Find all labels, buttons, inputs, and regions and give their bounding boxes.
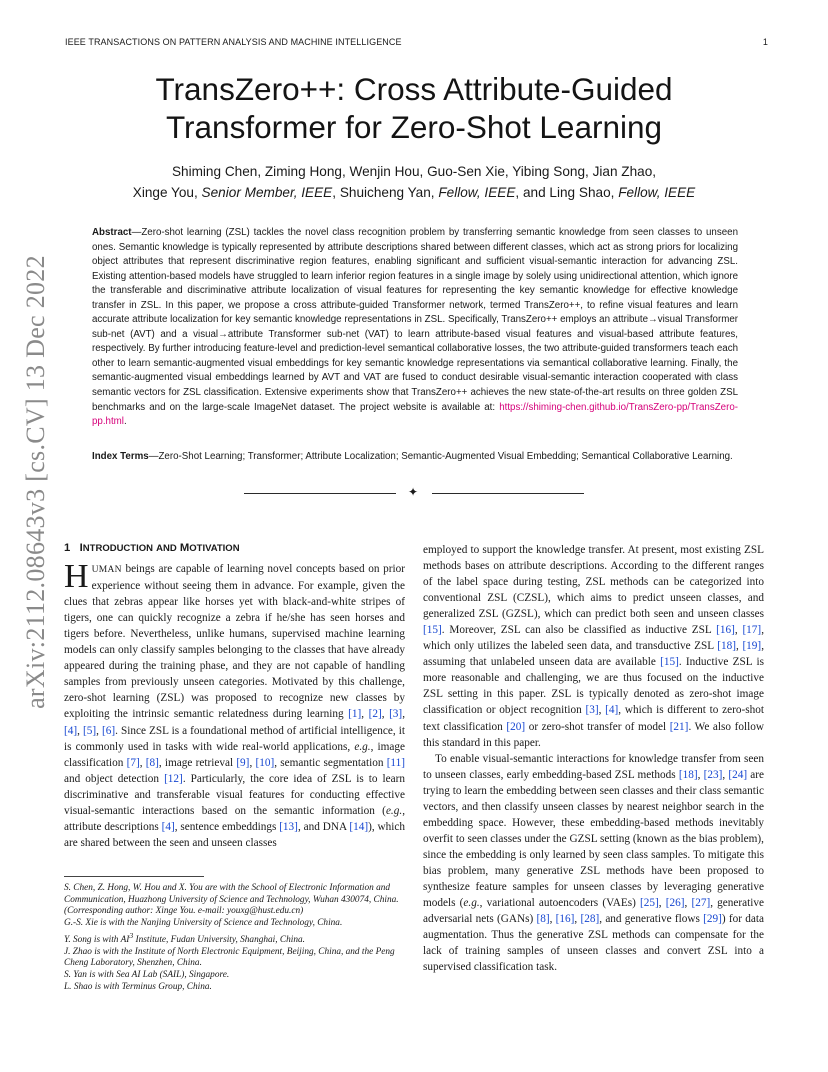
- citation-link[interactable]: [27]: [691, 897, 711, 910]
- abstract: [92, 226, 738, 430]
- citation-link[interactable]: [3]: [389, 708, 403, 721]
- citation-link[interactable]: [19]: [742, 640, 762, 653]
- citation-link[interactable]: [16]: [555, 913, 575, 926]
- citation-link[interactable]: [15]: [423, 624, 442, 637]
- body-text: To enable visual-semantic interactions for knowledge transfer from seen to unseen classes, early embedding-based ZSL methods: [423, 752, 764, 781]
- citation-link[interactable]: [21]: [669, 720, 689, 733]
- citation-link[interactable]: [10]: [255, 756, 275, 769]
- paper-title: [60, 70, 768, 146]
- journal-name: IEEE TRANSACTIONS ON PATTERN ANALYSIS AND MACHINE INTELLIGENCE: [65, 37, 402, 47]
- author-title: Fellow, IEEE: [438, 185, 516, 200]
- body-text: , which is different to zero-shot text classification: [423, 704, 765, 733]
- footnote-item: J. Zhao is with the Institute of North Electronic Equipment, Beijing, China, and the Peng Cheng Laboratory, Shenzhen, China.: [64, 946, 395, 969]
- section-separator: [244, 487, 584, 499]
- citation-link[interactable]: [3]: [585, 704, 599, 717]
- citation-link[interactable]: [17]: [742, 624, 762, 637]
- citation-link[interactable]: [15]: [660, 656, 679, 669]
- index-terms: [92, 450, 738, 465]
- citation-link[interactable]: [8]: [536, 913, 550, 926]
- citation-link[interactable]: [2]: [368, 708, 382, 721]
- citation-link[interactable]: [4]: [64, 724, 78, 737]
- body-text: ) for data augmentation. Thus the generative ZSL methods can compensate for the lack of training samples of unseen classes and convert ZSL into a supervised classification task.: [423, 913, 765, 974]
- section-title-part: AND: [156, 543, 177, 554]
- intro-paragraph: HUMAN beings are capable of learning novel concepts based on prior experience without seeing them in advance. For example, given the clues that zebras appear like horses yet with black-and-white stripes of tigers, one can quickly recognize a zebra if he/she has seen horses and tigers before. Nevertheless, unlike humans, supervised machine learning models can only classify samples belonging to the classes that have already appeared during the training phase, and they are not capable of handling samples from previously unseen categories. Motivated by this challenge, zero-shot learning (ZSL) was proposed to recognize new classes by exploiting the intrinsic semantic relatedness during learning [1], [2], [3], [4], [5], [6]. Since ZSL is a foundational method of artificial intelligence, it is commonly used in tasks with wide real-world applications, e.g., image classification [7], [8], image retrieval [9], [10], semantic segmentation [11] and object detection [12]. Particularly, the core idea of ZSL is to learn discriminative and transferable visual features for conducting effective visual-semantic interactions based on the semantic information (e.g., attribute descriptions [4], sentence embeddings [13], and DNA [14]), which are shared between the seen and unseen classes: [64, 558, 406, 849]
- citation-link[interactable]: [11]: [386, 756, 406, 769]
- citation-link[interactable]: [13]: [279, 820, 298, 833]
- citation-link[interactable]: [1]: [348, 708, 362, 721]
- citation-link[interactable]: [9]: [236, 756, 250, 769]
- citation-link[interactable]: [4]: [161, 820, 175, 833]
- body-text: beings are capable of learning novel concepts based on prior experience without seeing them in advance. For example, given the clues that zebras appear like horses yet with black-and-white stripes of tigers, one can quickly recognize a zebra if he/she has seen horses and tigers before. Nevertheless, unlike humans, supervised machine learning models can only classify samples belonging to the classes that have already appeared during the training phase, and they are not capable of handling samples from previously unseen categories. Motivated by this challenge, zero-shot learning (ZSL) was proposed to recognize new classes by exploiting the intrinsic semantic relatedness during learning: [64, 563, 405, 721]
- body-text: , generative adversarial nets (GANs): [423, 897, 765, 926]
- footnote-item: L. Shao is with Terminus Group, China.: [64, 981, 212, 992]
- citation-link[interactable]: [8]: [145, 756, 159, 769]
- citation-link[interactable]: [18]: [678, 768, 698, 781]
- body-text: , assuming that unlabeled unseen data are available: [423, 640, 764, 669]
- section-title-part: NTRODUCTION: [82, 543, 153, 554]
- drop-cap: H: [64, 558, 89, 596]
- footnote-rule: [64, 876, 204, 877]
- citation-link[interactable]: [25]: [640, 897, 659, 910]
- body-text: ), which are shared between the seen and unseen classes: [64, 820, 405, 849]
- authors-line-1: Shiming Chen, Ziming Hong, Wenjin Hou, Guo-Sen Xie, Yibing Song, Jian Zhao,: [171, 164, 657, 179]
- author-text: , and Ling Shao,: [515, 185, 619, 200]
- citation-link[interactable]: [12]: [164, 772, 183, 785]
- footnotes: [64, 883, 405, 993]
- body-paragraph: employed to support the knowledge transfer. At present, most existing ZSL methods bases on attribute descriptions. According to the different ranges of the label space during testing, ZSL methods can be categorized into conventional ZSL (CZSL), which aims to predict unseen classes, and generalized ZSL (GZSL), which can predict both seen and unseen classes [15]. Moreover, ZSL can also be classified as inductive ZSL [16], [17], which only utilizes the labeled seen data, and transductive ZSL [18], [19], assuming that unlabeled unseen data are available [15]. Inductive ZSL is more reasonable and challenging, we are thus focused on the inductive ZSL setting in this paper. ZSL is typically denoted as zero-shot image classification or object recognition [3], [4], which is different to zero-shot text classification [20] or zero-shot transfer of model [21]. We also follow this standard in this paper.: [423, 544, 765, 749]
- separator-rule-right: [432, 493, 584, 494]
- citation-link[interactable]: [5]: [82, 724, 97, 737]
- body-text: , which only utilizes the labeled seen data, and transductive ZSL: [423, 624, 764, 653]
- authors-line-2: [60, 182, 768, 203]
- body-paragraph: To enable visual-semantic interactions for knowledge transfer from seen to unseen classes, early embedding-based ZSL methods [18], [23], [24] are trying to learn the embedding between seen classes and their class semantic vectors, and then classify unseen classes by nearest neighbor search in the embedding space. However, these embedding-based methods inevitably overfit to seen classes under the GZSL setting (known as the bias problem), since the embedding is only learned by seen class samples. To mitigate this bias problem, many generative ZSL methods have been proposed to synthesize feature samples for unseen classes by leveraging generative models (e.g., variational autoencoders (VAEs) [25], [26], [27], generative adversarial nets (GANs) [8], [16], [28], and generative flows [29]) for data augmentation. Thus the generative ZSL methods can compensate for the lack of training samples of unseen classes and convert ZSL into a supervised classification task.: [423, 752, 765, 974]
- body-text: , image classification: [64, 740, 405, 769]
- body-text: , and generative flows: [599, 913, 704, 926]
- section-number: 1: [64, 542, 71, 554]
- section-title-part: I: [79, 542, 83, 554]
- footnote-item: [64, 930, 405, 947]
- arxiv-identifier: arXiv:2112.08643v3 [cs.CV] 13 Dec 2022: [21, 255, 50, 709]
- body-text: are trying to learn the embedding between seen classes and their class semantic vectors, and then classify unseen classes by nearest neighbor search in the embedding space. However, these embedding-based methods inevitably overfit to seen classes under the GZSL setting (known as the bias problem), since the embedding is only learned by seen class samples. To mitigate this bias problem, many generative ZSL methods have been proposed to synthesize feature samples for unseen classes by leveraging generative models (: [423, 768, 765, 910]
- index-terms-label: Index Terms: [92, 451, 149, 462]
- author-text: Xinge You,: [132, 185, 202, 200]
- author-title: Senior Member, IEEE: [201, 185, 333, 200]
- body-text: , semantic segmentation: [274, 756, 387, 769]
- abstract-text: —Zero-shot learning (ZSL) tackles the novel class recognition problem by transferring semantic knowledge from seen classes to unseen ones. Semantic knowledge is typically represented by attribute descriptions shared between different classes, which act as strong priors for localizing object attributes that represent discriminative region features, enabling significant and sufficient visual-semantic interaction for advancing ZSL. Existing attention-based models have struggled to learn inferior region features in a single image by solely using unidirectional attention, which ignore the transferable and discriminative attribute localization of visual features for representing the key semantic knowledge for effective knowledge transfer in ZSL. In this paper, we propose a cross attribute-guided Transformer network, termed TransZero++, to refine visual features and learn accurate attribute localization for key semantic knowledge representations in ZSL. Specifically, TransZero++ employs an attribute→visual Transformer sub-net (AVT) and a visual→attribute Transformer sub-net (VAT) to learn attribute-based visual features and visual-based attribute features, respectively. By further introducing feature-level and prediction-level semantical collaborative losses, the two attribute-guided transformers teach each other to learn semantic-augmented visual embeddings for key semantic knowledge representations via semantical collaborative learning. Finally, the semantic-augmented visual embeddings learned by AVT and VAT are fused to conduct desirable visual-semantic interaction cooperated with class semantic vectors for ZSL classification. Extensive experiments show that TransZero++ achieves the new state-of-the-art results on three golden ZSL benchmarks and on the large-scale ImageNet dataset. The project website is available at:: [92, 227, 738, 413]
- citation-link[interactable]: [6]: [101, 724, 116, 737]
- abstract-label: Abstract: [92, 227, 132, 238]
- citation-link[interactable]: [26]: [665, 897, 685, 910]
- body-text: , and DNA: [297, 820, 350, 833]
- citation-link[interactable]: [28]: [580, 913, 600, 926]
- citation-link[interactable]: [7]: [126, 756, 140, 769]
- citation-link[interactable]: [18]: [717, 640, 737, 653]
- author-title: Fellow, IEEE: [618, 185, 696, 200]
- body-text: , sentence embeddings: [174, 820, 280, 833]
- citation-link[interactable]: [23]: [703, 768, 723, 781]
- body-text: . Inductive ZSL is more reasonable and challenging, we are thus focused on the inductive ZSL setting in this paper. ZSL is typically denoted as zero-shot image classification or object recognition: [423, 656, 764, 717]
- citation-link[interactable]: [20]: [506, 720, 526, 733]
- project-website-link[interactable]: https://shiming-chen.github.io/TransZero-pp/TransZero-pp.html: [92, 401, 738, 428]
- body-text: e.g.: [463, 897, 480, 910]
- citation-link[interactable]: [16]: [716, 624, 735, 637]
- small-caps-text: UMAN: [91, 565, 122, 576]
- body-text: employed to support the knowledge transfer. At present, most existing ZSL methods bases on attribute descriptions. According to the different ranges of the label space during testing, ZSL methods can be categorized into conventional ZSL (CZSL), which aims to predict unseen classes, and generalized ZSL (GZSL), which can predict both seen and unseen classes: [423, 544, 764, 621]
- footnote-sup: 3: [129, 930, 134, 940]
- citation-link[interactable]: [14]: [349, 820, 369, 833]
- citation-link[interactable]: [29]: [703, 913, 722, 926]
- right-column: [423, 542, 764, 975]
- citation-link[interactable]: [24]: [728, 768, 748, 781]
- abstract-end: .: [123, 416, 127, 428]
- section-title-part: M: [179, 542, 190, 554]
- index-terms-text: —Zero-Shot Learning; Transformer; Attribute Localization; Semantic-Augmented Visual Embedding; Semantical Collaborative Learning.: [148, 451, 733, 462]
- section-title-part: OTIVATION: [189, 543, 240, 554]
- body-text: , variational autoencoders (VAEs): [479, 897, 641, 910]
- arxiv-stamp: [20, 255, 52, 709]
- body-text: . Particularly, the core idea of ZSL is to learn discriminative and transferable visual features for conducting effective visual-semantic interactions based on the semantic information (: [64, 772, 405, 817]
- body-text: . Since ZSL is a foundational method of artificial intelligence, it is commonly used in tasks with wide real-world applications,: [64, 724, 405, 753]
- footnote-item: G.-S. Xie is with the Nanjing University of Science and Technology, China.: [64, 918, 343, 929]
- left-column: [64, 540, 405, 851]
- citation-link[interactable]: [4]: [605, 704, 619, 717]
- body-text: e.g.: [354, 740, 371, 753]
- author-text: , Shuicheng Yan,: [332, 185, 439, 200]
- running-header: [65, 37, 768, 49]
- body-text: e.g.: [385, 804, 403, 817]
- title-line-2: Transformer for Zero-Shot Learning: [165, 109, 663, 145]
- author-list: [60, 161, 768, 203]
- section-heading: [64, 540, 405, 557]
- body-text: . Moreover, ZSL can also be classified as inductive ZSL: [441, 624, 717, 637]
- body-text: or zero-shot transfer of model: [525, 720, 670, 733]
- body-text: , attribute descriptions: [64, 804, 405, 833]
- body-text: , image retrieval: [158, 756, 237, 769]
- title-line-1: TransZero++: Cross Attribute-Guided: [155, 71, 673, 107]
- footnote-text: Institute, Fudan University, Shanghai, China.: [133, 934, 305, 945]
- separator-diamond-icon: ✦: [408, 485, 419, 499]
- page-number: 1: [762, 37, 768, 47]
- footnote-item: S. Chen, Z. Hong, W. Hou and X. You are with the School of Electronic Information and Communication, Huazhong University of Science and Technology, Wuhan 430074, China. (Corresponding author: Xinge You. e-mail: youxg@hust.edu.cn): [64, 883, 399, 917]
- body-text: . We also follow this standard in this paper.: [423, 720, 764, 749]
- separator-rule-left: [244, 493, 396, 494]
- footnote-text: Y. Song is with AI: [64, 934, 130, 945]
- body-text: and object detection: [64, 772, 165, 785]
- footnote-item: S. Yan is with Sea AI Lab (SAIL), Singapore.: [64, 970, 230, 981]
